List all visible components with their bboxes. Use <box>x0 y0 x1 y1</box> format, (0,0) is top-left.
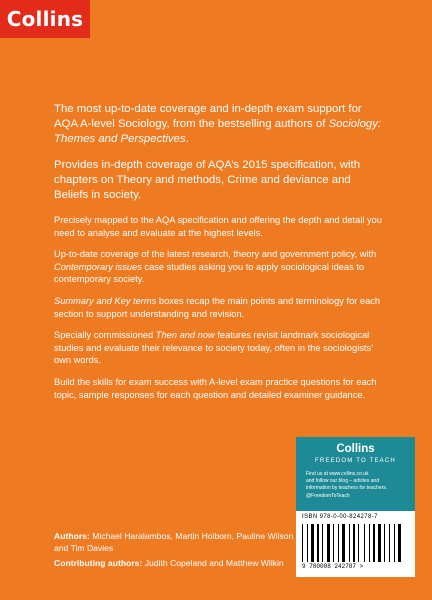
body-paragraph: Build the skills for exam success with A-level exam practice questions for each topic, sample responses for each question and detailed examiner guidance. <box>54 376 377 400</box>
freedom-to-teach-box <box>296 437 415 511</box>
panel-brand: Collins <box>336 443 375 455</box>
lead-paragraph: Provides in-depth coverage of AQA’s 2015 specification, with chapters on Theory and methods, Crime and deviance and Beliefs in society. <box>54 159 361 201</box>
lead-paragraph: The most up-to-date coverage and in-depth exam support for AQA A-level Sociology, from the bestselling authors of Sociology: Themes and Perspectives. <box>54 103 382 145</box>
contributing-authors-line: Contributing authors: Judith Copeland and Matthew Wilkin <box>54 558 284 568</box>
blurb <box>54 102 384 410</box>
body-paragraph: Specially commissioned Then and now features revisit landmark sociological studies and evaluate their relevance to society today, often in the sociologists’ own words. <box>54 330 373 366</box>
lead-paragraphs <box>54 102 384 203</box>
body-paragraph: Up-to-date coverage of the latest research, theory and government policy, with Contemporary issues case studies asking you to apply sociological ideas to contemporary society. <box>54 249 377 285</box>
body-paragraphs <box>54 214 384 401</box>
body-paragraph: Summary and Key terms boxes recap the main points and terminology for each section to support understanding and revision. <box>54 295 381 319</box>
publisher-panel <box>296 437 415 577</box>
barcode-number: 9 780008 242787 > <box>302 563 364 570</box>
panel-tagline: FREEDOM TO TEACH <box>315 458 396 464</box>
collins-logo: Collins <box>0 0 90 38</box>
panel-info: Find us at www.collins.co.uk and follow our blog – articles and information by teachers for teachers. @FreedomToTeach <box>306 471 388 499</box>
barcode-box <box>296 511 415 577</box>
body-paragraph: Precisely mapped to the AQA specification and offering the depth and detail you need to analyse and evaluate at the highest levels. <box>54 215 383 238</box>
authors-line: Authors: Michael Haralambos, Martin Holborn, Pauline Wilson and Tim Davies <box>54 531 294 553</box>
credits <box>54 530 304 572</box>
isbn-text: ISBN 978-0-00-824278-7 <box>302 514 378 520</box>
barcode <box>302 522 409 562</box>
